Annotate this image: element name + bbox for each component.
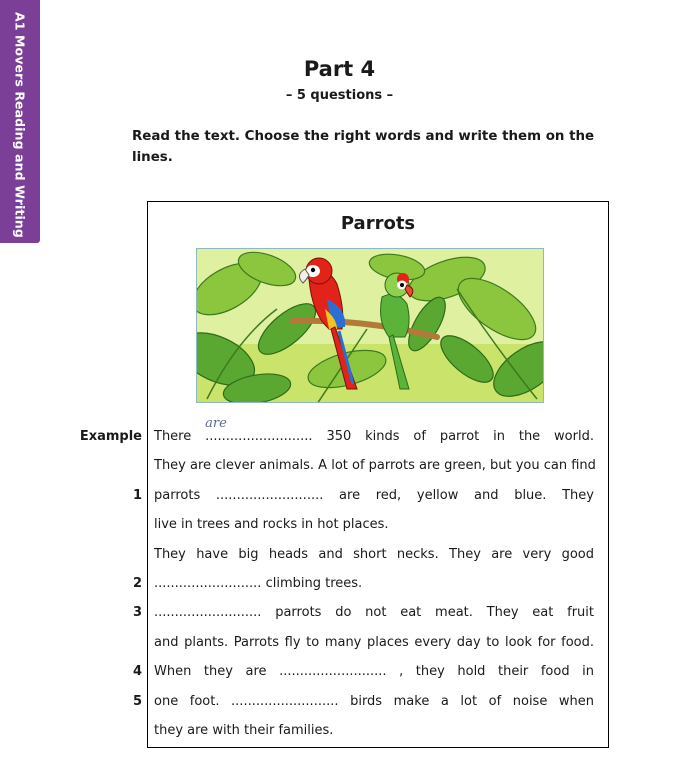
passage-line-question-5: one foot. .......................... birds make a lot of noise when: [154, 694, 594, 709]
answer-blank-5[interactable]: ..........................: [231, 694, 339, 709]
passage-line: and plants. Parrots fly to many places every day to look for food.: [154, 635, 594, 650]
instructions: Read the text. Choose the right words and write them on the lines.: [132, 129, 595, 165]
passage-line-question-1: parrots .......................... are red, yellow and blue. They: [154, 488, 594, 503]
passage-line-example: [154, 416, 594, 447]
line-text: 350 kinds of parrot in the world.: [326, 429, 594, 444]
answer-blank-4[interactable]: ..........................: [279, 664, 387, 679]
passage-title: Parrots: [340, 213, 416, 234]
parrots-in-jungle-illustration: [196, 248, 544, 403]
passage-line: They have big heads and short necks. They are very good: [154, 547, 594, 562]
answer-blank-3[interactable]: ..........................: [154, 605, 262, 620]
passage-line: They are clever animals. A lot of parrots are green, but you can find: [154, 458, 596, 473]
question-number-5: 5: [132, 694, 142, 709]
side-tab: [0, 0, 40, 243]
passage-line-question-4: When they are .......................... , they hold their food in: [154, 664, 594, 679]
question-number-3: 3: [132, 605, 142, 620]
passage-line: live in trees and rocks in hot places.: [154, 517, 389, 532]
example-label: Example: [79, 429, 142, 444]
passage-line-question-2: .......................... climbing trees.: [154, 576, 363, 591]
line-text: There: [154, 429, 192, 444]
answer-blank-2[interactable]: ..........................: [154, 576, 262, 591]
page-title: Part 4: [303, 57, 376, 81]
question-number-4: 4: [132, 664, 142, 679]
example-blank: .......................... are: [205, 416, 313, 444]
example-answer: are: [205, 416, 227, 431]
question-number-1: 1: [132, 488, 142, 503]
question-number-2: 2: [132, 576, 142, 591]
side-tab-label: A1 Movers Reading and Writing: [12, 12, 28, 238]
page-subtitle: – 5 questions –: [285, 88, 394, 103]
passage-line: they are with their families.: [154, 723, 334, 738]
answer-blank-1[interactable]: ..........................: [215, 488, 324, 503]
passage-line-question-3: .......................... parrots do not eat meat. They eat fruit: [154, 605, 594, 620]
